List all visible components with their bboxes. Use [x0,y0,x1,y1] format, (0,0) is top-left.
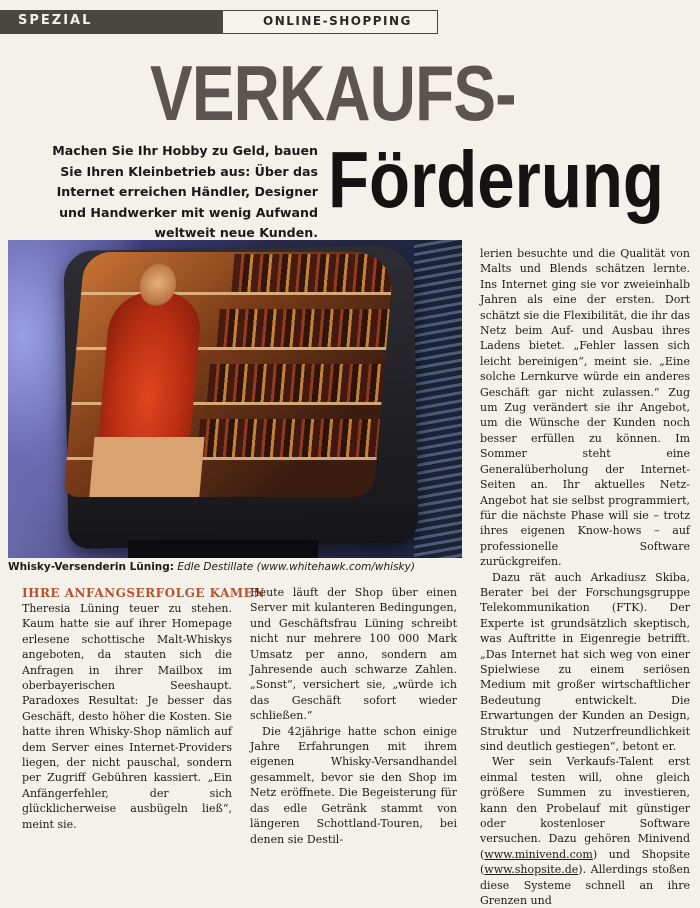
minivend-link[interactable]: www.minivend.com [484,847,593,861]
text-column-3 [480,246,690,908]
topic-label-box [222,10,438,34]
photo-caption [8,560,462,574]
monitor-stand [128,540,318,558]
paragraph: Theresia Lüning teuer zu stehen. Kaum hatte sie auf ihrer Homepage erlesene schottische Malt-Whiskys angeboten, da stauten sich die Anfragen in ihrer Mailbox im oberbayerischen Seeshaupt. Paradoxes Resultat: Je besser das Geschäft, desto höher die Kosten. Sie hatte ihren Whisky-Shop nämlich auf dem Server eines Internet-Providers liegen, der nicht pauschal, sondern per Zugriff Gebühren kassiert. „Ein Anfängerfehler, der sich glücklicherweise ausbügeln ließ“, meint sie. [22,602,232,831]
wooden-box [89,437,204,497]
lead-paragraph: Machen Sie Ihr Hobby zu Geld, bauen Sie Ihren Kleinbetrieb aus: Über das Internet erreichen Händler, Designer und Handwerker mit wenig Aufwand weltweit neue Kunden. [52,143,318,241]
monitor-screen-image [63,252,394,497]
headline-line-2: Förderung [328,135,664,224]
caption-text: Edle Destillate (www.whitehawk.com/whisky) [174,561,415,573]
text-column-2 [250,585,457,847]
subheading: IHRE ANFANGSERFOLGE KAMEN [22,586,265,600]
paragraph: Heute läuft der Shop über einen Server mit kulanteren Bedingungen, und Geschäftsfrau Lüning schreibt nicht nur mehrere 100 000 Mark Umsatz per anno, sondern am Jahresende auch schwarze Zahlen. „Sonst“, versichert sie, „würde ich das Geschäft sofort wieder schließen.“ [250,586,457,723]
paragraph-part: Wer sein Verkaufs-Talent erst einmal testen will, ohne gleich größere Summen zu investieren, kann den Probelauf mit günstiger oder kostenloser Software versuchen. Dazu gehören Minivend ( [480,755,690,861]
paragraph: lerien besuchte und die Qualität von Malts und Blends schätzen lernte. Ins Internet ging sie vor zweieinhalb Jahren als eine der ersten. Dort schätzt sie die Flexibilität, die ihr das Netz beim Auf- und Ausbau ihres Ladens bietet. „Fehler lassen sich leicht bereinigen“, meint sie. „Eine solche Lernkurve würde ein anderes Geschäft gar nicht zulassen.“ Zug um Zug verändert sie ihr Angebot, um die Wünsche der Kunden noch besser erfüllen zu können. Im Sommer steht eine Generalüberholung der Internet-Seiten an. Ihr aktuelles Netz-Angebot hat sie selbst programmiert, für die nächste Phase will sie – trotz ihres eigenen Know-hows – auf professionelle Software zurückgreifen. [480,247,690,569]
paragraph: Dazu rät auch Arkadiusz Skiba, Berater bei der Forschungsgruppe Telekommunikation (FTK). Der Experte ist grundsätzlich skeptisch, was Auftritte in Eigenregie betrifft. „Das Internet hat sich weg von einer Spielwiese zu einem seriösen Medium mit großer wirtschaftlicher Bedeutung entwickelt. Die Erwartungen der Kunden an Design, Struktur und Nutzerfreundlichkeit sind deutlich gestiegen“, betont er. [480,570,690,753]
article-photo [8,240,462,558]
section-label-bar [0,10,222,34]
shopsite-link[interactable]: www.shopsite.de [484,863,579,877]
paragraph [480,754,690,908]
section-label: SPEZIAL [18,13,93,28]
paragraph-part: ) und Shopsite ( [480,847,690,877]
caption-name: Whisky-Versenderin Lüning: [8,561,175,573]
topic-label: ONLINE-SHOPPING [263,14,412,28]
person-figure [98,292,203,442]
text-column-1 [22,601,232,832]
paragraph: Die 42jährige hatte schon einige Jahre Erfahrungen mit ihrem eigenen Whisky-Versandhandel gesammelt, bevor sie den Shop im Netz eröffnete. Die Begeisterung für das edle Getränk stammt von längeren Schottland-Touren, bei denen sie Destil- [250,724,457,846]
headline-line-1: VERKAUFS- [150,49,516,137]
blinds-stripes [414,240,462,558]
paragraph-part: ). Allerdings stoßen diese Systeme schnell an ihre Grenzen und [480,863,690,908]
